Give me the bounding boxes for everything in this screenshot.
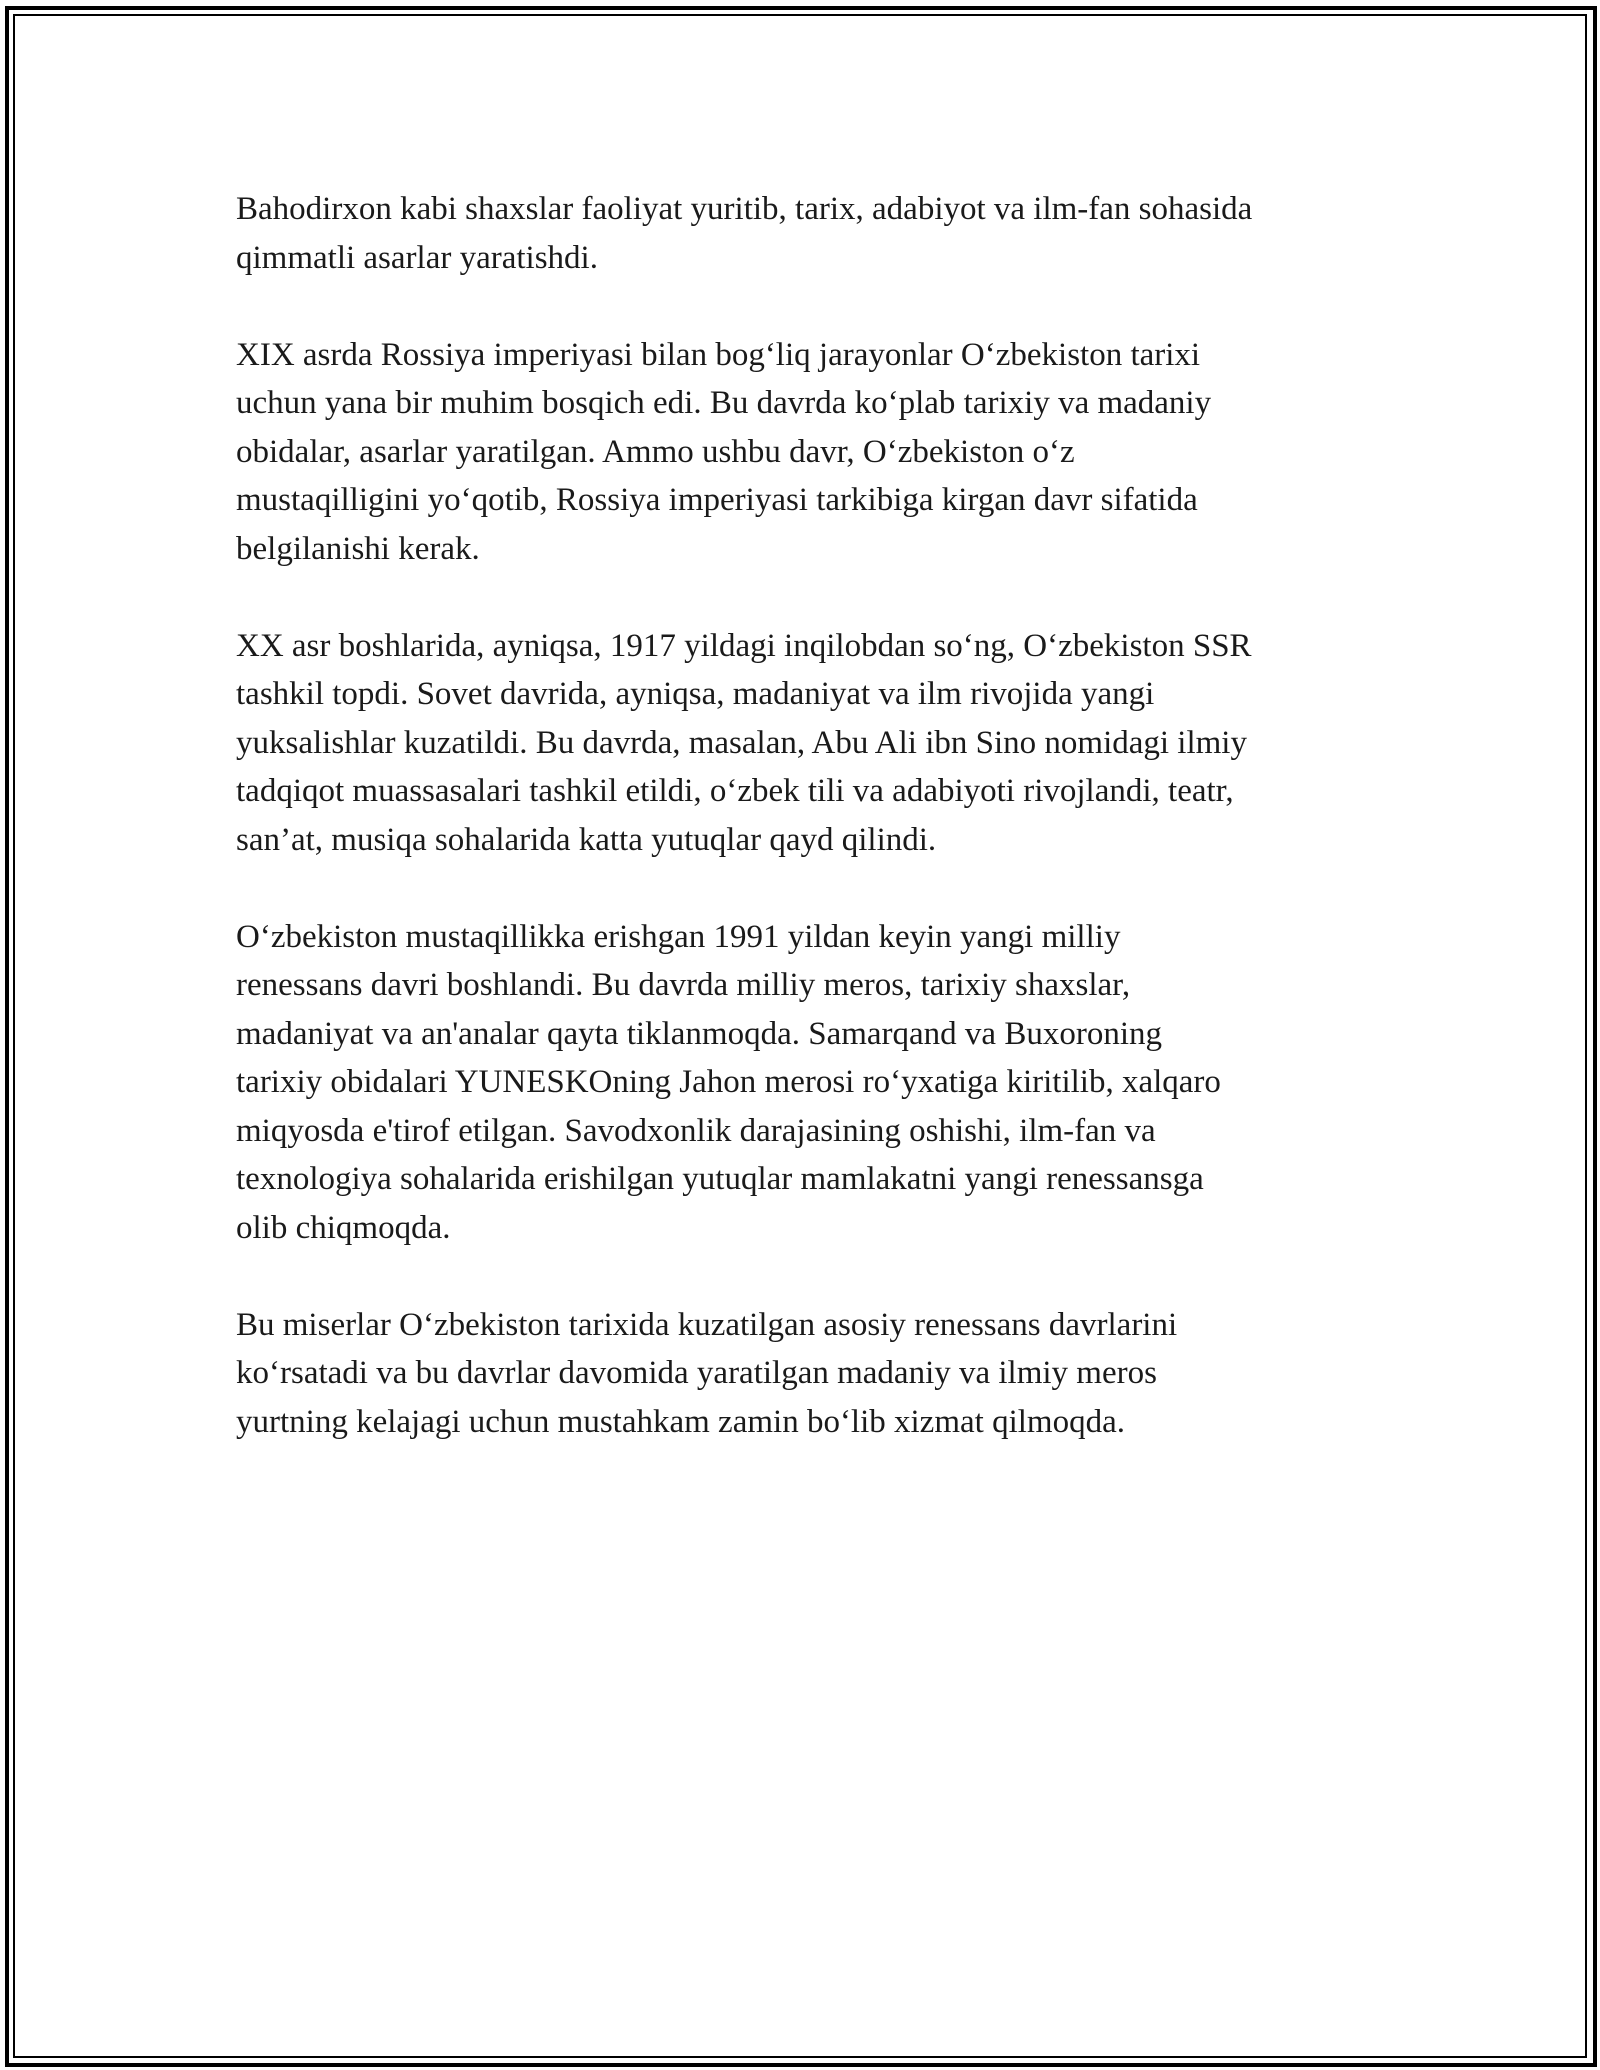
paragraph-3 [236, 622, 1386, 865]
text-line: tarixiy obidalari YUNESKOning Jahon merosi roʻyxatiga kiritilib, xalqaro [236, 1064, 1221, 1100]
text-line: renessans davri boshlandi. Bu davrda milliy meros, tarixiy shaxslar, [236, 967, 1131, 1003]
text-line: uchun yana bir muhim bosqich edi. Bu davrda koʻplab tarixiy va madaniy [236, 385, 1212, 421]
text-line: Bahodirxon kabi shaxslar faoliyat yuritib, tarix, adabiyot va ilm-fan sohasida [236, 191, 1253, 227]
text-line: qimmatli asarlar yaratishdi. [236, 239, 598, 276]
text-line: XX asr boshlarida, ayniqsa, 1917 yildagi inqilobdan soʻng, Oʻzbekiston SSR [236, 627, 1252, 664]
document-body [236, 185, 1386, 1495]
text-line: miqyosda e'tirof etilgan. Savodxonlik darajasining oshishi, ilm-fan va [236, 1112, 1156, 1149]
text-line: texnologiya sohalarida erishilgan yutuqlar mamlakatni yangi renessansga [236, 1161, 1204, 1197]
text-line: belgilanishi kerak. [236, 530, 480, 567]
text-line: obidalar, asarlar yaratilgan. Ammo ushbu davr, Oʻzbekiston oʻz [236, 433, 1075, 470]
paragraph-4 [236, 913, 1386, 1253]
text-line: madaniyat va an'analar qayta tiklanmoqda. Samarqand va Buxoroning [236, 1015, 1162, 1052]
paragraph-2 [236, 331, 1386, 574]
text-line: yurtning kelajagi uchun mustahkam zamin boʻlib xizmat qilmoqda. [236, 1403, 1125, 1440]
text-line: XIX asrda Rossiya imperiyasi bilan bogʻliq jarayonlar Oʻzbekiston tarixi [236, 336, 1201, 373]
paragraph-5 [236, 1301, 1386, 1447]
text-line: Oʻzbekiston mustaqillikka erishgan 1991 yildan keyin yangi milliy [236, 918, 1121, 955]
text-line: tadqiqot muassasalari tashkil etildi, oʻzbek tili va adabiyoti rivojlandi, teatr, [236, 773, 1234, 809]
text-line: olib chiqmoqda. [236, 1209, 451, 1246]
text-line: mustaqilligini yoʻqotib, Rossiya imperiyasi tarkibiga kirgan davr sifatida [236, 482, 1198, 518]
text-line: koʻrsatadi va bu davrlar davomida yaratilgan madaniy va ilmiy meros [236, 1355, 1157, 1391]
text-line: yuksalishlar kuzatildi. Bu davrda, masalan, Abu Ali ibn Sino nomidagi ilmiy [236, 724, 1247, 761]
text-line: tashkil topdi. Sovet davrida, ayniqsa, madaniyat va ilm rivojida yangi [236, 676, 1155, 712]
text-line: Bu miserlar Oʻzbekiston tarixida kuzatilgan asosiy renessans davrlarini [236, 1306, 1178, 1343]
paragraph-1 [236, 185, 1386, 282]
text-line: san’at, musiqa sohalarida katta yutuqlar qayd qilindi. [236, 821, 937, 858]
